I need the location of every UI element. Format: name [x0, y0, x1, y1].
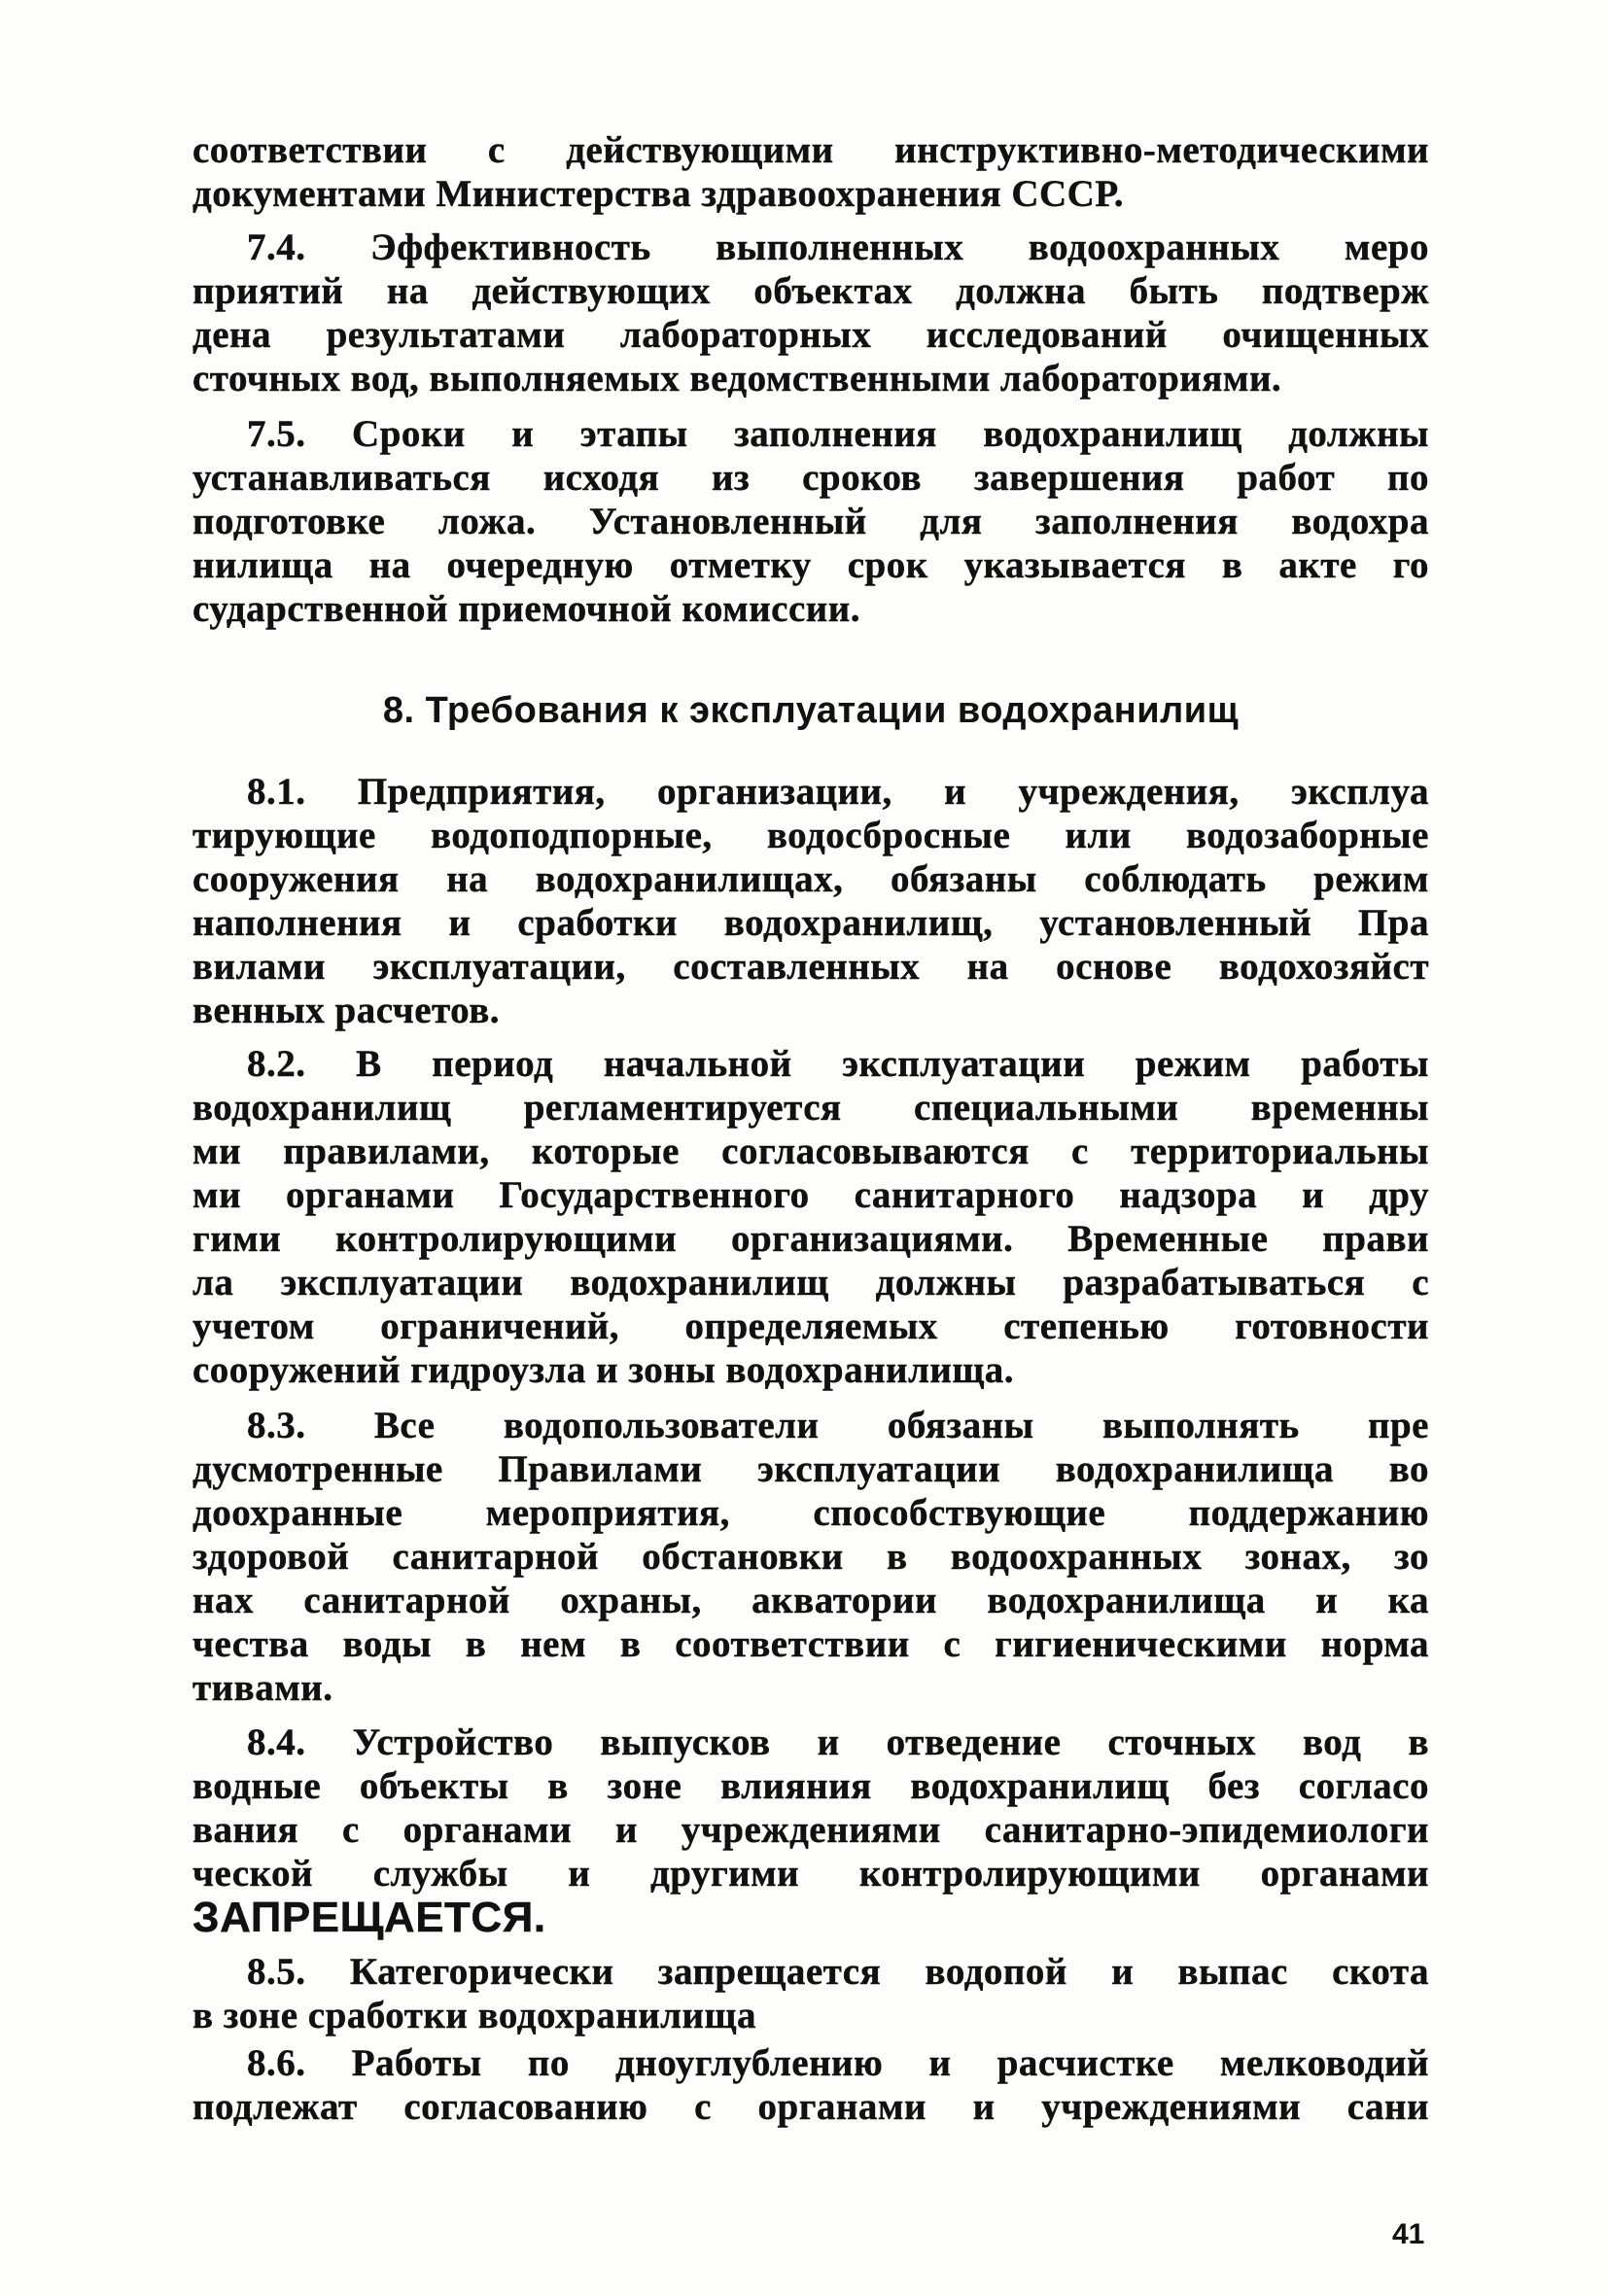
text-line: тивами. [192, 1667, 333, 1709]
text-line: 8.3. Все водопользователи обязаны выполнять пре [247, 1405, 1429, 1446]
text-line: гими контролирующими организациями. Временные прави [192, 1218, 1429, 1260]
page-number: 41 [1392, 2218, 1425, 2250]
text-line: ми органами Государственного санитарного надзора и дру [192, 1174, 1429, 1216]
paragraph-8-2 [192, 1042, 1429, 1392]
text-line: нах санитарной охраны, акватории водохранилища и ка [192, 1580, 1429, 1621]
paragraph-8-6 [192, 2041, 1429, 2129]
text-line: тирующие водоподпорные, водосбросные или водозаборные [192, 815, 1429, 856]
text-line: здоровой санитарной обстановки в водоохранных зонах, зо [192, 1536, 1429, 1578]
text-line: подлежат согласованию с органами и учреждениями сани [192, 2086, 1429, 2128]
paragraph-8-3 [192, 1404, 1429, 1710]
text-line: 8.4. Устройство выпусков и отведение сточных вод в [247, 1722, 1429, 1763]
text-line: соответствии с действующими инструктивно-методическими [192, 129, 1429, 171]
text-line: сооружения на водохранилищах, обязаны соблюдать режим [192, 858, 1429, 900]
text-line: вания с органами и учреждениями санитарно-эпидемиологи [192, 1809, 1429, 1851]
text-line: учетом ограничений, определяемых степенью готовности [192, 1305, 1429, 1347]
text-line: ми правилами, которые согласовываются с территориальны [192, 1131, 1429, 1172]
text-line: венных расчетов. [192, 990, 501, 1031]
text-line: дусмотренные Правилами эксплуатации водохранилища во [192, 1448, 1429, 1490]
text-line: сударственной приемочной комиссии. [192, 588, 860, 630]
text-line: устанавливаться исходя из сроков завершения работ по [192, 457, 1429, 499]
paragraph-7-4 [192, 226, 1429, 400]
text-line: ла эксплуатации водохранилищ должны разрабатываться с [192, 1262, 1429, 1304]
paragraph-7-5 [192, 412, 1429, 631]
text-line: наполнения и сработки водохранилищ, установленный Пра [192, 902, 1429, 944]
emphasis-text: ЗАПРЕЩАЕТСЯ. [192, 1896, 546, 1941]
text-line: вилами эксплуатации, составленных на основе водохозяйст [192, 946, 1429, 988]
text-line: 7.5. Сроки и этапы заполнения водохранилищ должны [247, 413, 1429, 455]
text-line: 8.5. Категорически запрещается водопой и выпас скота [247, 1951, 1429, 1993]
text-line: 7.4. Эффективность выполненных водоохранных меро [247, 226, 1429, 268]
text-line: сточных вод, выполняемых ведомственными лабораториями. [192, 358, 1282, 400]
text-line: нилища на очередную отметку срок указывается в акте го [192, 544, 1429, 586]
paragraph-8-1 [192, 770, 1429, 1032]
text-line: доохранные мероприятия, способствующие поддержанию [192, 1492, 1429, 1534]
text-line: документами Министерства здравоохранения СССР. [192, 173, 1125, 215]
paragraph-8-4 [192, 1721, 1429, 1942]
text-line: 8.6. Работы по дноуглублению и расчистке мелководий [247, 2042, 1429, 2084]
text-line: сооружений гидроузла и зоны водохранилища. [192, 1349, 1015, 1391]
text-line: 8.2. В период начальной эксплуатации режим работы [247, 1043, 1429, 1085]
text-line: водохранилищ регламентируется специальными временны [192, 1087, 1429, 1129]
text-line: 8.1. Предприятия, организации, и учреждения, эксплуа [247, 771, 1429, 813]
text-line: в зоне сработки водохранилища [192, 1995, 756, 2036]
text-line: ческой службы и другими контролирующими органами [192, 1853, 1429, 1895]
continuation-paragraph [192, 128, 1429, 216]
text-line: подготовке ложа. Установленный для заполнения водохра [192, 501, 1429, 542]
prohibition-emphasis [192, 1896, 1429, 1942]
text-line: приятий на действующих объектах должна быть подтверж [192, 270, 1429, 312]
section-heading: 8. Требования к эксплуатации водохранилищ [382, 690, 1240, 731]
text-line: дена результатами лабораторных исследований очищенных [192, 314, 1429, 356]
text-line: чества воды в нем в соответствии с гигиеническими норма [192, 1623, 1429, 1665]
paragraph-8-5 [192, 1950, 1429, 2037]
text-line: водные объекты в зоне влияния водохранилищ без согласо [192, 1765, 1429, 1807]
